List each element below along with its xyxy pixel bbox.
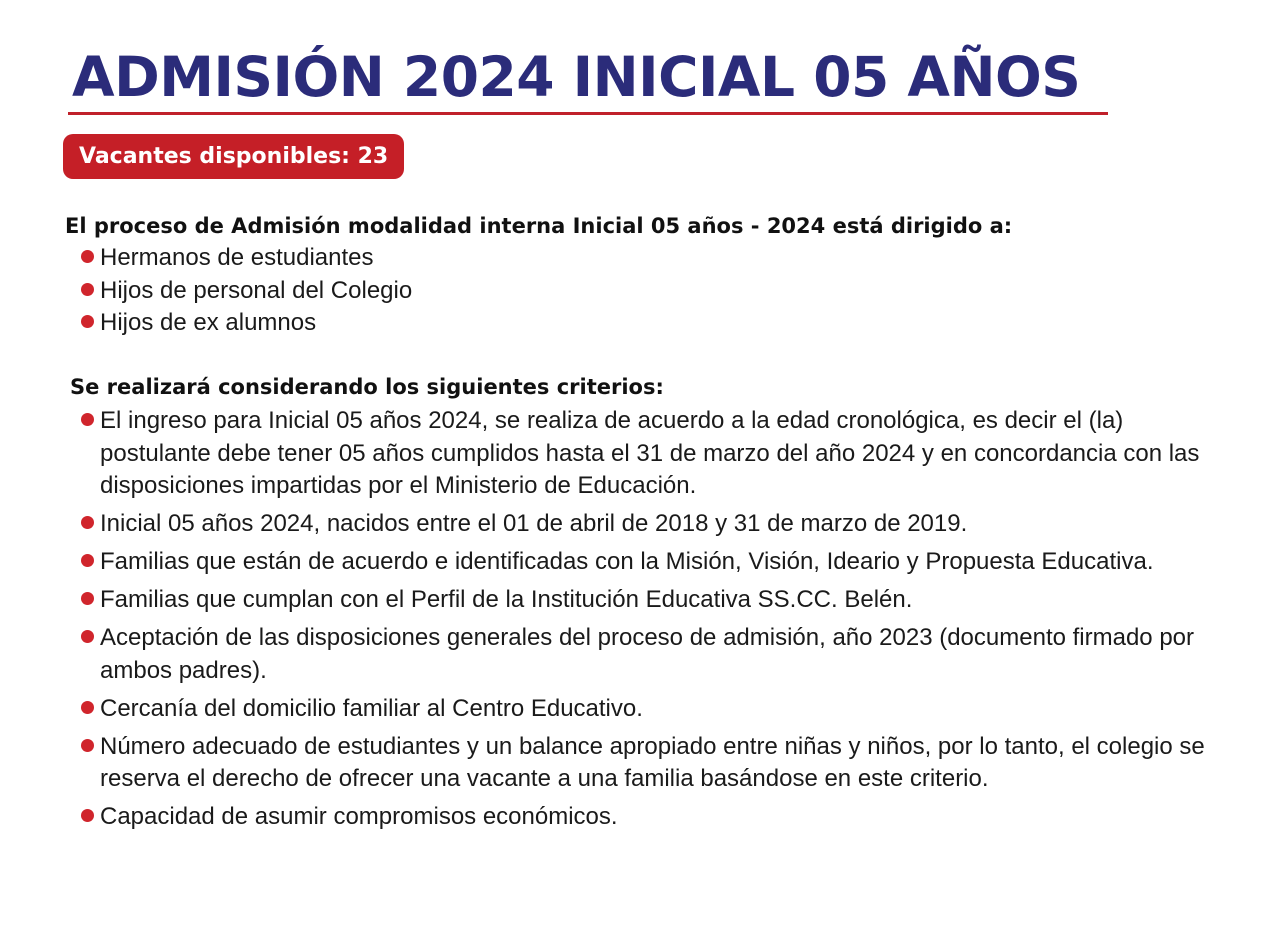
audience-heading: El proceso de Admisión modalidad interna Inicial 05 años - 2024 está dirigido a:	[65, 214, 1013, 238]
page-title: ADMISIÓN 2024 INICIAL 05 AÑOS	[72, 45, 1081, 109]
list-item-text: Cercanía del domicilio familiar al Centro Educativo.	[100, 694, 643, 722]
list-item	[80, 405, 1220, 503]
list-item-text: Hijos de ex alumnos	[100, 309, 317, 336]
title-underline	[68, 112, 1108, 115]
list-item-text: Hermanos de estudiantes	[100, 244, 374, 271]
list-item	[80, 275, 1230, 308]
list-item-text: Hijos de personal del Colegio	[100, 276, 413, 304]
list-item	[80, 242, 1230, 275]
list-item	[80, 584, 1220, 617]
bullet-dot-icon	[81, 413, 94, 426]
criteria-heading: Se realizará considerando los siguientes criterios:	[70, 375, 664, 399]
bullet-dot-icon	[81, 592, 94, 605]
bullet-dot-icon	[81, 315, 94, 328]
bullet-dot-icon	[81, 701, 94, 714]
audience-list	[80, 242, 1230, 340]
bullet-dot-icon	[81, 516, 94, 529]
list-item	[80, 307, 1230, 340]
bullet-dot-icon	[81, 809, 94, 822]
vacancies-badge: Vacantes disponibles: 23	[63, 134, 404, 179]
list-item	[80, 801, 1220, 834]
bullet-dot-icon	[81, 283, 94, 296]
list-item	[80, 508, 1220, 541]
list-item-text: Capacidad de asumir compromisos económicos.	[100, 803, 618, 830]
list-item-text: Aceptación de las disposiciones generales del proceso de admisión, año 2023 (documento firmado por ambos padres).	[100, 624, 1195, 684]
list-item-text: Inicial 05 años 2024, nacidos entre el 01 de abril de 2018 y 31 de marzo de 2019.	[100, 510, 968, 537]
bullet-dot-icon	[81, 739, 94, 752]
list-item-text: Familias que están de acuerdo e identificadas con la Misión, Visión, Ideario y Propuesta Educativa.	[100, 548, 1154, 575]
list-item	[80, 546, 1220, 579]
list-item	[80, 693, 1220, 726]
list-item-text: Número adecuado de estudiantes y un balance apropiado entre niñas y niños, por lo tanto, el colegio se reserva el derecho de ofrecer una vacante a una familia basándose en este criterio.	[100, 732, 1205, 792]
criteria-list	[80, 405, 1220, 839]
list-item-text: El ingreso para Inicial 05 años 2024, se realiza de acuerdo a la edad cronológica, es decir el (la) postulante debe tener 05 años cumplidos hasta el 31 de marzo del año 2024 y en concordancia con las disposiciones impartidas por el Ministerio de Educación.	[100, 407, 1200, 499]
list-item	[80, 731, 1220, 796]
bullet-dot-icon	[81, 630, 94, 643]
bullet-dot-icon	[81, 554, 94, 567]
list-item-text: Familias que cumplan con el Perfil de la Institución Educativa SS.CC. Belén.	[100, 586, 913, 613]
list-item	[80, 622, 1220, 687]
bullet-dot-icon	[81, 250, 94, 263]
